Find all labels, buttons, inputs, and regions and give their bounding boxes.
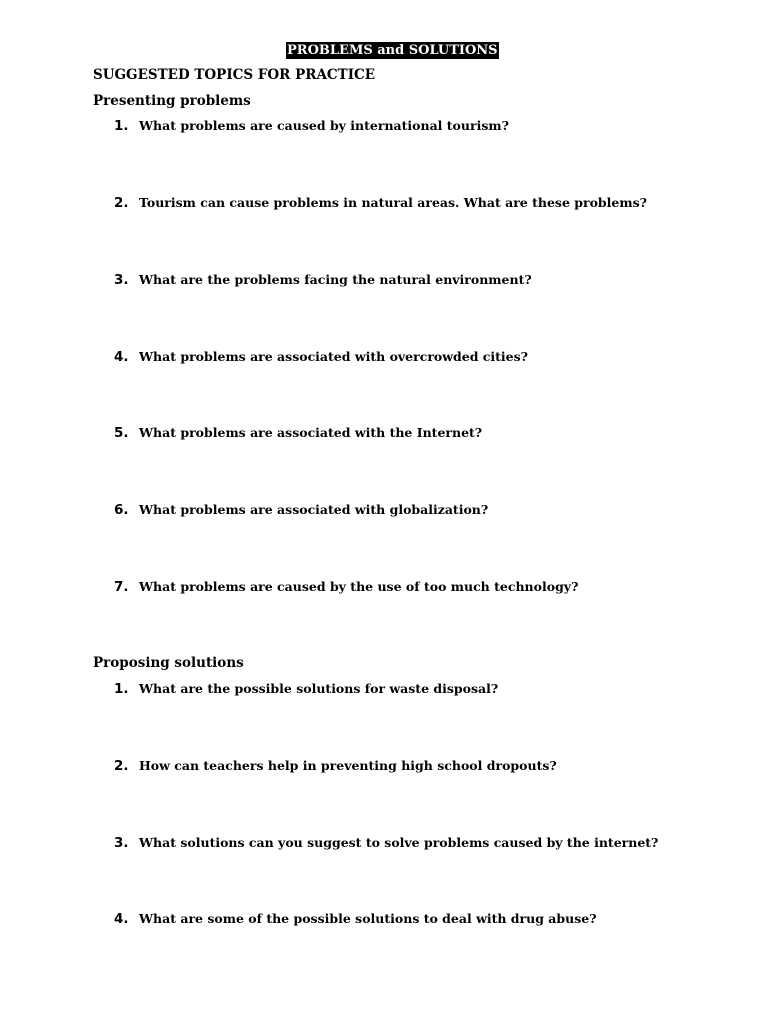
item-text: What problems are associated with overcrowded cities? bbox=[139, 349, 528, 364]
item-number: 1. bbox=[114, 118, 129, 134]
item-text: What problems are caused by the use of too much technology? bbox=[139, 579, 579, 594]
list-item bbox=[114, 349, 528, 365]
list-item bbox=[114, 502, 488, 518]
item-number: 7. bbox=[114, 579, 129, 595]
item-number: 2. bbox=[114, 758, 129, 774]
item-number: 2. bbox=[114, 195, 129, 211]
item-number: 4. bbox=[114, 911, 129, 927]
item-text: What are some of the possible solutions to deal with drug abuse? bbox=[139, 911, 597, 926]
list-item bbox=[114, 425, 482, 441]
item-text: What are the problems facing the natural environment? bbox=[139, 272, 532, 287]
item-text: What problems are associated with the Internet? bbox=[139, 425, 483, 440]
item-text: Tourism can cause problems in natural areas. What are these problems? bbox=[139, 195, 647, 210]
item-text: What solutions can you suggest to solve problems caused by the internet? bbox=[139, 835, 659, 850]
item-number: 6. bbox=[114, 502, 129, 518]
section-heading-presenting: Presenting problems bbox=[93, 93, 251, 109]
subtitle: SUGGESTED TOPICS FOR PRACTICE bbox=[93, 67, 376, 83]
list-item bbox=[114, 758, 557, 774]
item-number: 5. bbox=[114, 425, 129, 441]
list-item bbox=[114, 911, 597, 927]
list-item bbox=[114, 118, 509, 134]
item-text: What are the possible solutions for waste disposal? bbox=[139, 681, 499, 696]
list-item bbox=[114, 195, 647, 211]
list-item bbox=[114, 681, 498, 697]
item-number: 4. bbox=[114, 349, 129, 365]
item-text: How can teachers help in preventing high school dropouts? bbox=[139, 758, 557, 773]
list-item bbox=[114, 272, 532, 288]
item-number: 1. bbox=[114, 681, 129, 697]
list-item bbox=[114, 835, 658, 851]
section-heading-proposing: Proposing solutions bbox=[93, 655, 244, 671]
list-item bbox=[114, 579, 578, 595]
item-text: What problems are associated with globalization? bbox=[139, 502, 489, 517]
item-number: 3. bbox=[114, 272, 129, 288]
item-number: 3. bbox=[114, 835, 129, 851]
page-title: PROBLEMS and SOLUTIONS bbox=[287, 43, 498, 58]
item-text: What problems are caused by international tourism? bbox=[139, 118, 509, 133]
